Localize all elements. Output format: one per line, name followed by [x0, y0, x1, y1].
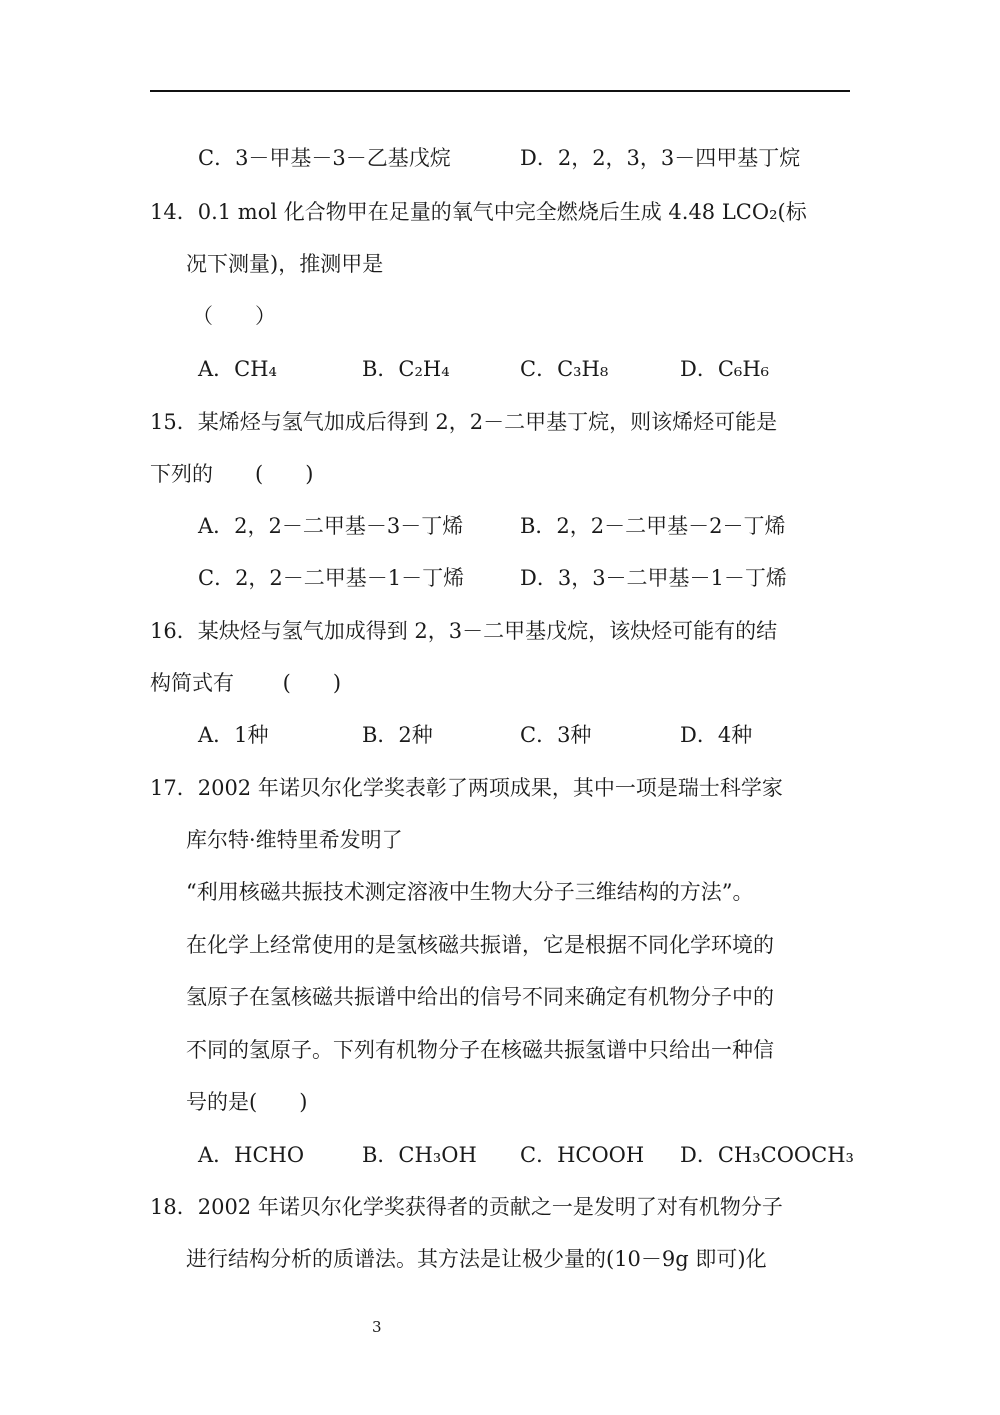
- q17-stem-line7: 号的是( ): [186, 1090, 308, 1114]
- q17-stem-line4: 在化学上经常使用的是氢核磁共振谱，它是根据不同化学环境的: [186, 933, 774, 957]
- header-rule: [150, 90, 850, 92]
- q14-option-a: A．CH₄: [198, 357, 277, 381]
- q17-stem-line6: 不同的氢原子。下列有机物分子在核磁共振氢谱中只给出一种信: [186, 1038, 774, 1062]
- q16-stem-line1: 16．某炔烃与氢气加成得到 2，3－二甲基戊烷，该炔烃可能有的结: [150, 619, 778, 643]
- page-number: 3: [372, 1318, 382, 1336]
- q16-stem-line2: 构简式有 ( ): [150, 671, 342, 695]
- q17-stem-line3: “利用核磁共振技术测定溶液中生物大分子三维结构的方法”。: [186, 880, 754, 904]
- q17-option-c: C．HCOOH: [520, 1143, 645, 1167]
- q17-stem-line2: 库尔特·维特里希发明了: [186, 828, 403, 852]
- q15-stem-line1: 15．某烯烃与氢气加成后得到 2，2－二甲基丁烷，则该烯烃可能是: [150, 410, 778, 434]
- q13-option-c: C．3－甲基－3－乙基戊烷: [198, 146, 451, 170]
- q16-option-a: A．1种: [198, 723, 269, 747]
- q16-option-c: C．3种: [520, 723, 592, 747]
- q14-stem-line1: 14．0.1 mol 化合物甲在足量的氧气中完全燃烧后生成 4.48 LCO₂(标: [150, 200, 807, 224]
- q18-stem-line1: 18．2002 年诺贝尔化学奖获得者的贡献之一是发明了对有机物分子: [150, 1195, 783, 1219]
- q16-option-d: D．4种: [680, 723, 753, 747]
- q17-option-d: D．CH₃COOCH₃: [680, 1143, 854, 1167]
- q14-option-c: C．C₃H₈: [520, 357, 609, 381]
- q15-option-c: C．2，2－二甲基－1－丁烯: [198, 566, 465, 590]
- q17-option-a: A．HCHO: [198, 1143, 305, 1167]
- q14-stem-line2: 况下测量)，推测甲是: [186, 252, 384, 276]
- q17-stem-line1: 17．2002 年诺贝尔化学奖表彰了两项成果，其中一项是瑞士科学家: [150, 776, 783, 800]
- q18-stem-line2: 进行结构分析的质谱法。其方法是让极少量的(10－9g 即可)化: [186, 1247, 767, 1271]
- q15-option-a: A．2，2－二甲基－3－丁烯: [198, 514, 464, 538]
- q15-option-b: B．2，2－二甲基－2－丁烯: [520, 514, 786, 538]
- q13-option-d: D．2，2，3，3－四甲基丁烷: [520, 146, 801, 170]
- q15-stem-line2: 下列的 ( ): [150, 462, 314, 486]
- q17-stem-line5: 氢原子在氢核磁共振谱中给出的信号不同来确定有机物分子中的: [186, 985, 774, 1009]
- q14-option-b: B．C₂H₄: [362, 357, 450, 381]
- q14-option-d: D．C₆H₆: [680, 357, 770, 381]
- q17-option-b: B．CH₃OH: [362, 1143, 477, 1167]
- q14-answer-blank: （ ）: [192, 304, 276, 328]
- q15-option-d: D．3，3－二甲基－1－丁烯: [520, 566, 787, 590]
- q16-option-b: B．2种: [362, 723, 433, 747]
